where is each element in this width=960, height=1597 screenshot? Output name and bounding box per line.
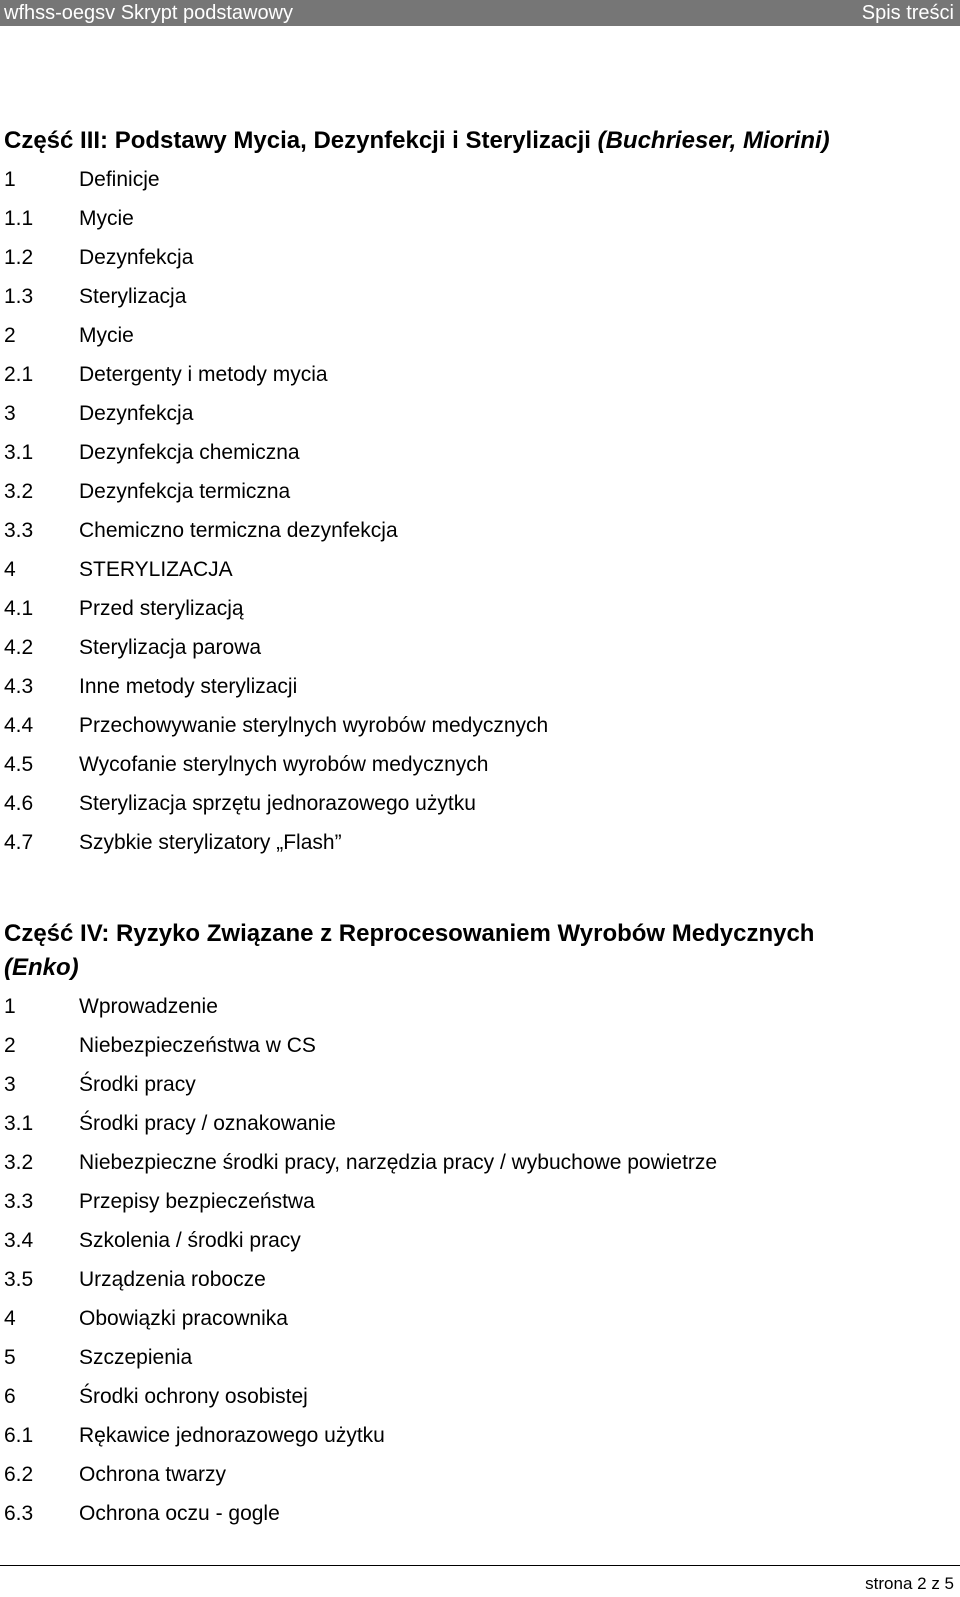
toc-entry-number: 3.2: [4, 1150, 34, 1174]
toc-entry: [4, 1104, 954, 1143]
toc-entry-number: 2: [4, 323, 16, 347]
toc-entry-label: Chemiczno termiczna dezynfekcja: [79, 518, 398, 542]
toc-entry-label: Ochrona oczu - gogle: [79, 1501, 280, 1525]
toc-entry: [4, 1260, 954, 1299]
part-4-title: [4, 917, 954, 985]
toc-entry-number: 4.7: [4, 830, 34, 854]
toc-entry-number: 3: [4, 401, 16, 425]
toc-entry: [4, 1065, 954, 1104]
toc-entry: [4, 784, 954, 823]
toc-entry: [4, 1299, 954, 1338]
toc-entry-number: 4: [4, 557, 16, 581]
part-3-toc-list: [4, 160, 954, 862]
toc-entry-label: Sterylizacja parowa: [79, 635, 262, 659]
page-header: [0, 0, 960, 26]
toc-entry-number: 2: [4, 1033, 16, 1057]
toc-entry: [4, 550, 954, 589]
toc-entry-label: Środki pracy: [79, 1072, 196, 1096]
toc-entry-label: Obowiązki pracownika: [79, 1306, 288, 1330]
toc-entry: [4, 589, 954, 628]
part-3-title-text: Część III: Podstawy Mycia, Dezynfekcji i Sterylizacji: [4, 127, 591, 154]
toc-entry-label: Środki pracy / oznakowanie: [79, 1111, 336, 1135]
toc-entry-label: Dezynfekcja: [79, 401, 194, 425]
toc-entry-label: Rękawice jednorazowego użytku: [79, 1423, 385, 1447]
part-4-title-text: Część IV: Ryzyko Związane z Reprocesowaniem Wyrobów Medycznych: [4, 920, 815, 947]
toc-entry-number: 3.3: [4, 518, 34, 542]
toc-entry-label: Środki ochrony osobistej: [79, 1384, 308, 1408]
toc-entry-number: 4.1: [4, 596, 34, 620]
part-4-toc-list: [4, 987, 954, 1533]
toc-entry-label: Dezynfekcja termiczna: [79, 479, 291, 503]
toc-entry: [4, 277, 954, 316]
toc-entry-label: Szczepienia: [79, 1345, 193, 1369]
toc-entry-label: Mycie: [79, 206, 134, 230]
toc-entry: [4, 472, 954, 511]
toc-entry: [4, 628, 954, 667]
document-title: wfhss-oegsv Skrypt podstawowy: [4, 2, 294, 24]
toc-entry-number: 1.1: [4, 206, 34, 230]
toc-entry-label: Niebezpieczeństwa w CS: [79, 1033, 316, 1057]
toc-entry-number: 6.1: [4, 1423, 34, 1447]
part-3-title: [4, 124, 954, 158]
toc-entry-number: 2.1: [4, 362, 34, 386]
toc-entry: [4, 1221, 954, 1260]
toc-entry: [4, 667, 954, 706]
toc-entry: [4, 706, 954, 745]
toc-entry-label: STERYLIZACJA: [79, 557, 233, 581]
toc-entry-number: 4.3: [4, 674, 34, 698]
toc-entry-number: 3.4: [4, 1228, 34, 1252]
toc-entry: [4, 199, 954, 238]
toc-entry-number: 3: [4, 1072, 16, 1096]
toc-entry-label: Wprowadzenie: [79, 994, 218, 1018]
toc-entry-number: 4.2: [4, 635, 34, 659]
toc-entry-number: 1: [4, 167, 16, 191]
toc-entry: [4, 1416, 954, 1455]
toc-entry-number: 5: [4, 1345, 16, 1369]
toc-entry-label: Dezynfekcja chemiczna: [79, 440, 300, 464]
toc-entry-number: 1.2: [4, 245, 34, 269]
toc-entry-number: 6.3: [4, 1501, 34, 1525]
toc-entry-label: Przechowywanie sterylnych wyrobów medycznych: [79, 713, 549, 737]
toc-entry: [4, 1143, 954, 1182]
toc-entry: [4, 1494, 954, 1533]
toc-entry: [4, 1182, 954, 1221]
toc-entry: [4, 394, 954, 433]
toc-entry-label: Przed sterylizacją: [79, 596, 244, 620]
toc-entry-number: 4.6: [4, 791, 34, 815]
toc-entry: [4, 511, 954, 550]
toc-entry: [4, 160, 954, 199]
part-3-section: [4, 124, 954, 862]
toc-entry: [4, 355, 954, 394]
toc-entry-label: Mycie: [79, 323, 134, 347]
toc-entry-label: Sterylizacja: [79, 284, 187, 308]
toc-entry-label: Inne metody sterylizacji: [79, 674, 298, 698]
toc-entry-number: 1: [4, 994, 16, 1018]
toc-entry-number: 4.5: [4, 752, 34, 776]
toc-entry-label: Szkolenia / środki pracy: [79, 1228, 301, 1252]
part-4-authors: (Enko): [4, 954, 79, 981]
toc-entry-label: Niebezpieczne środki pracy, narzędzia pracy / wybuchowe powietrze: [79, 1150, 718, 1174]
toc-entry-label: Sterylizacja sprzętu jednorazowego użytku: [79, 791, 476, 815]
toc-entry: [4, 316, 954, 355]
toc-entry: [4, 987, 954, 1026]
toc-entry-label: Wycofanie sterylnych wyrobów medycznych: [79, 752, 489, 776]
toc-entry: [4, 1377, 954, 1416]
toc-entry-number: 3.2: [4, 479, 34, 503]
toc-entry: [4, 823, 954, 862]
toc-entry-label: Urządzenia robocze: [79, 1267, 266, 1291]
toc-entry: [4, 238, 954, 277]
toc-entry: [4, 1338, 954, 1377]
toc-entry-number: 4: [4, 1306, 16, 1330]
toc-entry-number: 4.4: [4, 713, 34, 737]
toc-entry-label: Przepisy bezpieczeństwa: [79, 1189, 315, 1213]
toc-entry: [4, 745, 954, 784]
toc-entry-number: 3.1: [4, 1111, 34, 1135]
toc-entry-number: 6: [4, 1384, 16, 1408]
toc-entry-label: Detergenty i metody mycia: [79, 362, 328, 386]
toc-entry: [4, 1455, 954, 1494]
toc-entry-number: 6.2: [4, 1462, 34, 1486]
toc-entry-number: 3.1: [4, 440, 34, 464]
toc-entry-label: Szybkie sterylizatory „Flash”: [79, 830, 342, 854]
part-3-authors: (Buchrieser, Miorini): [597, 127, 830, 154]
toc-entry: [4, 1026, 954, 1065]
toc-entry-number: 3.3: [4, 1189, 34, 1213]
toc-entry-label: Definicje: [79, 167, 160, 191]
toc-entry: [4, 433, 954, 472]
toc-entry-number: 1.3: [4, 284, 34, 308]
toc-entry-label: Dezynfekcja: [79, 245, 194, 269]
toc-entry-label: Ochrona twarzy: [79, 1462, 227, 1486]
page-number: strona 2 z 5: [865, 1574, 954, 1593]
section-name: Spis treści: [861, 2, 954, 24]
footer-divider: [0, 1565, 960, 1566]
part-4-section: [4, 917, 954, 1533]
toc-entry-number: 3.5: [4, 1267, 34, 1291]
